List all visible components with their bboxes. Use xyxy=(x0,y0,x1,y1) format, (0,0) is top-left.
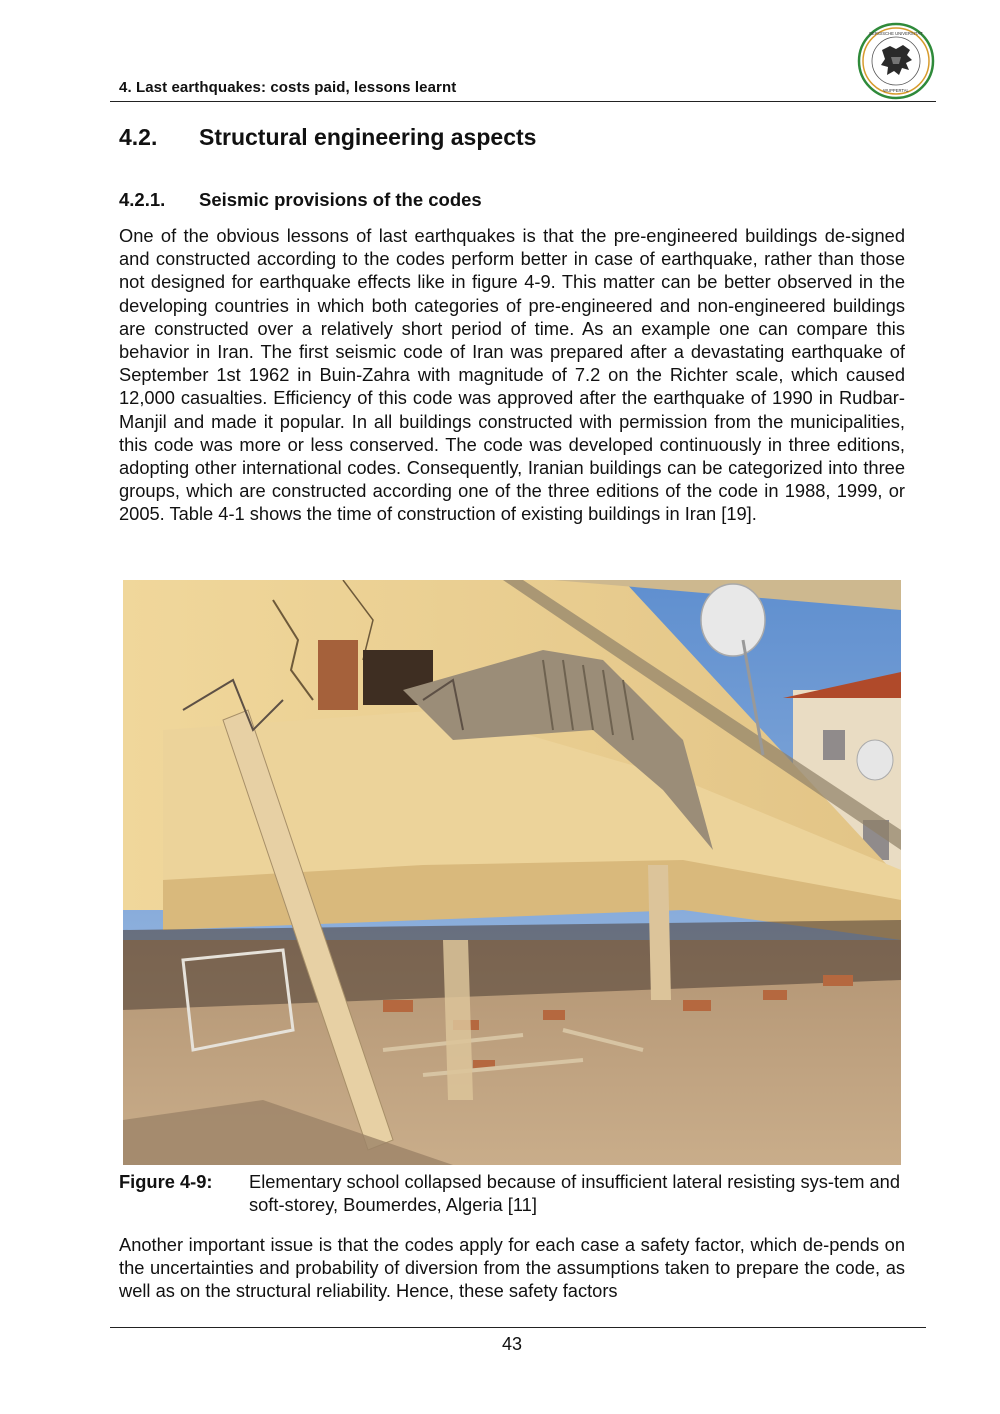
body-paragraph: One of the obvious lessons of last earthquakes is that the pre-engineered buildings de-signed and constructed according to the codes perform better in case of earthquake, rather than those not designed for earthquake effects like in figure 4-9. This matter can be better observed in the developing countries in which both categories of pre-engineered and non-engineered buildings are constructed over a relatively short period of time. As an example one can compare this behavior in Iran. The first seismic code of Iran was prepared after a devastating earthquake of September 1st 1962 in Buin-Zahra with magnitude of 7.2 on the Richter scale, which caused 12,000 casualties. Efficiency of this code was approved after the earthquake of 1990 in Rudbar-Manjil and made it popular. In all buildings constructed with permission from the municipalities, this code was more or less conserved. The code was developed continuously in three editions, adopting other international codes. Consequently, Iranian buildings can be categorized into three groups, which are constructed according one of the three editions of the code in 1988, 1999, or 2005. Table 4-1 shows the time of construction of existing buildings in Iran [19]. xyxy=(119,225,905,525)
university-seal-logo xyxy=(857,22,935,100)
section-title: Structural engineering aspects xyxy=(199,124,537,150)
collapsed-school-photo xyxy=(123,580,901,1165)
subsection-number: 4.2.1. xyxy=(119,189,166,210)
svg-text:BERGISCHE UNIVERSITÄT: BERGISCHE UNIVERSITÄT xyxy=(869,31,923,36)
subsection-heading xyxy=(119,189,482,211)
figure-caption-text: Elementary school collapsed because of insufficient lateral resisting sys-tem and soft-storey, Boumerdes, Algeria [11] xyxy=(249,1171,901,1215)
subsection-title: Seismic provisions of the codes xyxy=(199,189,482,210)
header-rule xyxy=(110,101,936,102)
section-heading xyxy=(119,124,536,151)
figure-caption xyxy=(119,1170,905,1216)
body-paragraph: Another important issue is that the codes apply for each case a safety factor, which de-pends on the uncertainties and probability of diversion from the assumptions taken to prepare the code, as well as on the structural reliability. Hence, these safety factors xyxy=(119,1234,905,1302)
figure-label: Figure 4-9: xyxy=(119,1171,213,1192)
svg-text:WUPPERTAL: WUPPERTAL xyxy=(883,88,909,93)
section-number: 4.2. xyxy=(119,124,158,150)
page-number: 43 xyxy=(501,1334,523,1354)
running-head: 4. Last earthquakes: costs paid, lessons learnt xyxy=(119,79,457,96)
footer-rule xyxy=(110,1327,926,1328)
